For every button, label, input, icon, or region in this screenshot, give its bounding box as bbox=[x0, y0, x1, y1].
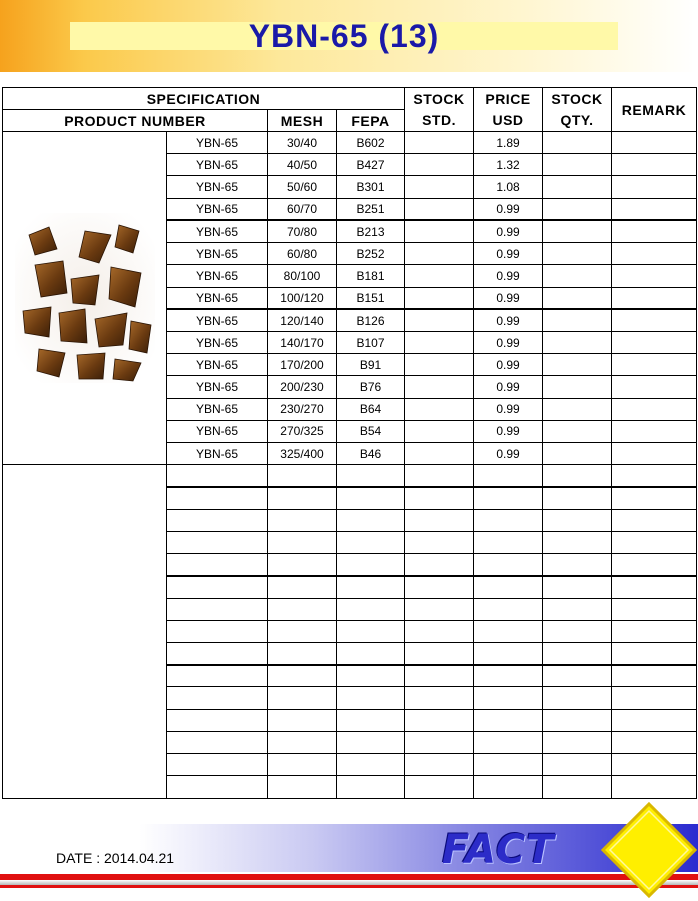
cell-remark bbox=[612, 132, 697, 154]
cell-fepa bbox=[337, 465, 405, 487]
col-header-stock-qty-bottom: QTY. bbox=[543, 110, 612, 132]
cell-stock-qty bbox=[543, 309, 612, 331]
cell-stock-std bbox=[405, 443, 474, 465]
cell-fepa bbox=[337, 643, 405, 665]
col-header-stock-qty-top: STOCK bbox=[543, 88, 612, 110]
cell-fepa: B91 bbox=[337, 354, 405, 376]
cell-price bbox=[474, 754, 543, 776]
col-header-stock-std-bottom: STD. bbox=[405, 110, 474, 132]
cell-stock-qty bbox=[543, 176, 612, 198]
cell-mesh bbox=[268, 620, 337, 642]
cell-stock-std bbox=[405, 376, 474, 398]
cell-stock-std bbox=[405, 487, 474, 509]
fact-logo: FACT bbox=[442, 827, 555, 873]
cell-stock-std bbox=[405, 598, 474, 620]
cell-remark bbox=[612, 420, 697, 442]
cell-stock-qty bbox=[543, 598, 612, 620]
cell-fepa: B301 bbox=[337, 176, 405, 198]
cell-stock-qty bbox=[543, 620, 612, 642]
cell-mesh: 230/270 bbox=[268, 398, 337, 420]
cell-product: YBN-65 bbox=[167, 198, 268, 220]
cell-stock-std bbox=[405, 754, 474, 776]
cell-mesh bbox=[268, 754, 337, 776]
cell-stock-std bbox=[405, 643, 474, 665]
cell-price: 1.89 bbox=[474, 132, 543, 154]
cell-product: YBN-65 bbox=[167, 154, 268, 176]
cell-remark bbox=[612, 443, 697, 465]
cell-remark bbox=[612, 176, 697, 198]
cell-stock-std bbox=[405, 620, 474, 642]
cell-mesh bbox=[268, 643, 337, 665]
cell-stock-qty bbox=[543, 220, 612, 242]
cell-product: YBN-65 bbox=[167, 220, 268, 242]
cell-stock-qty bbox=[543, 531, 612, 553]
cell-stock-std bbox=[405, 665, 474, 687]
cell-fepa bbox=[337, 509, 405, 531]
cell-price bbox=[474, 509, 543, 531]
cell-mesh: 100/120 bbox=[268, 287, 337, 309]
cell-stock-std bbox=[405, 709, 474, 731]
cell-remark bbox=[612, 554, 697, 576]
cell-stock-std bbox=[405, 132, 474, 154]
cell-stock-qty bbox=[543, 776, 612, 799]
cell-fepa bbox=[337, 687, 405, 709]
cell-price: 1.32 bbox=[474, 154, 543, 176]
cell-price: 0.99 bbox=[474, 331, 543, 353]
cell-mesh: 325/400 bbox=[268, 443, 337, 465]
cell-fepa bbox=[337, 665, 405, 687]
cell-stock-std bbox=[405, 687, 474, 709]
cell-remark bbox=[612, 220, 697, 242]
cell-mesh bbox=[268, 709, 337, 731]
col-header-price-bottom: USD bbox=[474, 110, 543, 132]
cell-remark bbox=[612, 287, 697, 309]
cell-product bbox=[167, 754, 268, 776]
cell-mesh bbox=[268, 665, 337, 687]
cell-stock-std bbox=[405, 331, 474, 353]
cell-stock-qty bbox=[543, 465, 612, 487]
cell-remark bbox=[612, 354, 697, 376]
cell-remark bbox=[612, 620, 697, 642]
cell-stock-std bbox=[405, 354, 474, 376]
cell-price bbox=[474, 709, 543, 731]
col-header-product-number: PRODUCT NUMBER bbox=[3, 110, 268, 132]
cell-fepa bbox=[337, 776, 405, 799]
cell-stock-qty bbox=[543, 398, 612, 420]
cell-remark bbox=[612, 731, 697, 753]
cell-stock-qty bbox=[543, 198, 612, 220]
cell-price: 0.99 bbox=[474, 287, 543, 309]
date-label: DATE : 2014.04.21 bbox=[56, 850, 175, 866]
col-header-fepa: FEPA bbox=[337, 110, 405, 132]
cell-stock-std bbox=[405, 176, 474, 198]
cell-product: YBN-65 bbox=[167, 331, 268, 353]
cell-stock-qty bbox=[543, 731, 612, 753]
cell-fepa: B46 bbox=[337, 443, 405, 465]
cell-stock-std bbox=[405, 243, 474, 265]
cell-stock-std bbox=[405, 220, 474, 242]
cell-price bbox=[474, 576, 543, 598]
cell-price bbox=[474, 598, 543, 620]
cell-fepa bbox=[337, 531, 405, 553]
cell-stock-qty bbox=[543, 243, 612, 265]
cell-product: YBN-65 bbox=[167, 132, 268, 154]
cell-price: 0.99 bbox=[474, 265, 543, 287]
cell-remark bbox=[612, 198, 697, 220]
cell-mesh bbox=[268, 576, 337, 598]
cell-price bbox=[474, 487, 543, 509]
cell-mesh: 270/325 bbox=[268, 420, 337, 442]
cell-product bbox=[167, 576, 268, 598]
cell-price bbox=[474, 731, 543, 753]
cell-remark bbox=[612, 754, 697, 776]
cell-stock-qty bbox=[543, 709, 612, 731]
cell-remark bbox=[612, 487, 697, 509]
cell-stock-qty bbox=[543, 154, 612, 176]
cell-price bbox=[474, 665, 543, 687]
cell-stock-qty bbox=[543, 331, 612, 353]
yellow-diamond-logo bbox=[600, 801, 698, 899]
cell-remark bbox=[612, 243, 697, 265]
cell-mesh bbox=[268, 509, 337, 531]
cell-price: 0.99 bbox=[474, 398, 543, 420]
cell-product bbox=[167, 709, 268, 731]
cell-fepa: B213 bbox=[337, 220, 405, 242]
cell-stock-qty bbox=[543, 287, 612, 309]
col-header-mesh: MESH bbox=[268, 110, 337, 132]
cell-stock-qty bbox=[543, 265, 612, 287]
cell-stock-qty bbox=[543, 554, 612, 576]
specification-table bbox=[2, 87, 697, 799]
cell-fepa: B251 bbox=[337, 198, 405, 220]
cell-product bbox=[167, 487, 268, 509]
cell-price bbox=[474, 531, 543, 553]
cell-stock-std bbox=[405, 398, 474, 420]
cell-fepa: B54 bbox=[337, 420, 405, 442]
cell-price: 0.99 bbox=[474, 198, 543, 220]
table-body bbox=[3, 132, 697, 799]
cell-product: YBN-65 bbox=[167, 176, 268, 198]
cell-mesh bbox=[268, 487, 337, 509]
cell-price: 0.99 bbox=[474, 354, 543, 376]
cell-stock-std bbox=[405, 776, 474, 799]
cell-remark bbox=[612, 709, 697, 731]
cell-mesh: 60/80 bbox=[268, 243, 337, 265]
header-banner bbox=[0, 0, 698, 72]
cell-price bbox=[474, 643, 543, 665]
cell-mesh: 50/60 bbox=[268, 176, 337, 198]
cell-price: 0.99 bbox=[474, 220, 543, 242]
cell-remark bbox=[612, 576, 697, 598]
cell-remark bbox=[612, 376, 697, 398]
crystal-photo bbox=[15, 213, 155, 383]
cell-price: 0.99 bbox=[474, 243, 543, 265]
cell-stock-qty bbox=[543, 665, 612, 687]
cell-stock-qty bbox=[543, 420, 612, 442]
cell-stock-qty bbox=[543, 354, 612, 376]
cell-stock-std bbox=[405, 731, 474, 753]
cell-stock-qty bbox=[543, 509, 612, 531]
cell-product: YBN-65 bbox=[167, 398, 268, 420]
table-row bbox=[3, 132, 697, 154]
cell-fepa: B151 bbox=[337, 287, 405, 309]
cell-price bbox=[474, 620, 543, 642]
cell-product: YBN-65 bbox=[167, 265, 268, 287]
cell-fepa bbox=[337, 487, 405, 509]
cell-stock-qty bbox=[543, 487, 612, 509]
cell-stock-std bbox=[405, 287, 474, 309]
cell-remark bbox=[612, 465, 697, 487]
empty-left-cell bbox=[3, 465, 167, 799]
cell-stock-std bbox=[405, 509, 474, 531]
cell-remark bbox=[612, 309, 697, 331]
cell-mesh bbox=[268, 554, 337, 576]
cell-stock-qty bbox=[543, 643, 612, 665]
cell-mesh: 70/80 bbox=[268, 220, 337, 242]
cell-stock-std bbox=[405, 576, 474, 598]
cell-product: YBN-65 bbox=[167, 376, 268, 398]
cell-product bbox=[167, 731, 268, 753]
cell-mesh bbox=[268, 465, 337, 487]
cell-product bbox=[167, 598, 268, 620]
cell-price bbox=[474, 554, 543, 576]
cell-stock-std bbox=[405, 554, 474, 576]
cell-fepa: B252 bbox=[337, 243, 405, 265]
footer-stripe-red-thin bbox=[0, 885, 698, 888]
cell-stock-qty bbox=[543, 376, 612, 398]
cell-remark bbox=[612, 331, 697, 353]
cell-mesh: 60/70 bbox=[268, 198, 337, 220]
cell-remark bbox=[612, 531, 697, 553]
cell-remark bbox=[612, 643, 697, 665]
header-row-1 bbox=[3, 88, 697, 110]
cell-fepa: B76 bbox=[337, 376, 405, 398]
cell-stock-qty bbox=[543, 576, 612, 598]
cell-price bbox=[474, 776, 543, 799]
cell-price: 0.99 bbox=[474, 420, 543, 442]
cell-mesh: 40/50 bbox=[268, 154, 337, 176]
cell-stock-std bbox=[405, 198, 474, 220]
cell-stock-std bbox=[405, 154, 474, 176]
cell-remark bbox=[612, 265, 697, 287]
cell-remark bbox=[612, 776, 697, 799]
cell-product: YBN-65 bbox=[167, 243, 268, 265]
cell-stock-std bbox=[405, 465, 474, 487]
product-image-cell bbox=[3, 132, 167, 465]
cell-remark bbox=[612, 154, 697, 176]
cell-fepa bbox=[337, 554, 405, 576]
cell-product bbox=[167, 643, 268, 665]
cell-mesh bbox=[268, 731, 337, 753]
cell-product bbox=[167, 665, 268, 687]
cell-remark bbox=[612, 509, 697, 531]
cell-product: YBN-65 bbox=[167, 287, 268, 309]
cell-price bbox=[474, 687, 543, 709]
col-header-stock-std-top: STOCK bbox=[405, 88, 474, 110]
cell-fepa bbox=[337, 620, 405, 642]
cell-product bbox=[167, 776, 268, 799]
cell-price: 1.08 bbox=[474, 176, 543, 198]
cell-remark bbox=[612, 598, 697, 620]
cell-product bbox=[167, 554, 268, 576]
cell-fepa bbox=[337, 598, 405, 620]
cell-stock-qty bbox=[543, 132, 612, 154]
cell-product bbox=[167, 620, 268, 642]
cell-price bbox=[474, 465, 543, 487]
cell-mesh: 30/40 bbox=[268, 132, 337, 154]
col-header-remark: REMARK bbox=[612, 88, 697, 132]
cell-price: 0.99 bbox=[474, 443, 543, 465]
cell-stock-qty bbox=[543, 443, 612, 465]
cell-remark bbox=[612, 398, 697, 420]
cell-product: YBN-65 bbox=[167, 354, 268, 376]
cell-mesh: 140/170 bbox=[268, 331, 337, 353]
cell-product bbox=[167, 687, 268, 709]
cell-fepa bbox=[337, 576, 405, 598]
table-row bbox=[3, 465, 697, 487]
cell-remark bbox=[612, 665, 697, 687]
cell-fepa bbox=[337, 731, 405, 753]
cell-mesh: 200/230 bbox=[268, 376, 337, 398]
cell-stock-std bbox=[405, 265, 474, 287]
cell-mesh bbox=[268, 776, 337, 799]
cell-fepa bbox=[337, 709, 405, 731]
cell-stock-std bbox=[405, 309, 474, 331]
cell-mesh bbox=[268, 598, 337, 620]
cell-mesh: 170/200 bbox=[268, 354, 337, 376]
cell-stock-std bbox=[405, 420, 474, 442]
cell-mesh: 80/100 bbox=[268, 265, 337, 287]
cell-stock-qty bbox=[543, 687, 612, 709]
cell-product bbox=[167, 465, 268, 487]
cell-product bbox=[167, 531, 268, 553]
header-row-2 bbox=[3, 110, 697, 132]
col-header-specification: SPECIFICATION bbox=[3, 88, 405, 110]
cell-fepa: B602 bbox=[337, 132, 405, 154]
cell-mesh bbox=[268, 687, 337, 709]
cell-price: 0.99 bbox=[474, 376, 543, 398]
cell-fepa bbox=[337, 754, 405, 776]
cell-fepa: B181 bbox=[337, 265, 405, 287]
cell-mesh bbox=[268, 531, 337, 553]
cell-fepa: B427 bbox=[337, 154, 405, 176]
cell-product: YBN-65 bbox=[167, 443, 268, 465]
cell-stock-std bbox=[405, 531, 474, 553]
cell-product: YBN-65 bbox=[167, 309, 268, 331]
cell-mesh: 120/140 bbox=[268, 309, 337, 331]
cell-fepa: B64 bbox=[337, 398, 405, 420]
cell-fepa: B107 bbox=[337, 331, 405, 353]
cell-remark bbox=[612, 687, 697, 709]
cell-product: YBN-65 bbox=[167, 420, 268, 442]
col-header-price-top: PRICE bbox=[474, 88, 543, 110]
cell-stock-qty bbox=[543, 754, 612, 776]
cell-price: 0.99 bbox=[474, 309, 543, 331]
page-title: YBN-65 (13) bbox=[248, 18, 440, 54]
cell-product bbox=[167, 509, 268, 531]
cell-fepa: B126 bbox=[337, 309, 405, 331]
